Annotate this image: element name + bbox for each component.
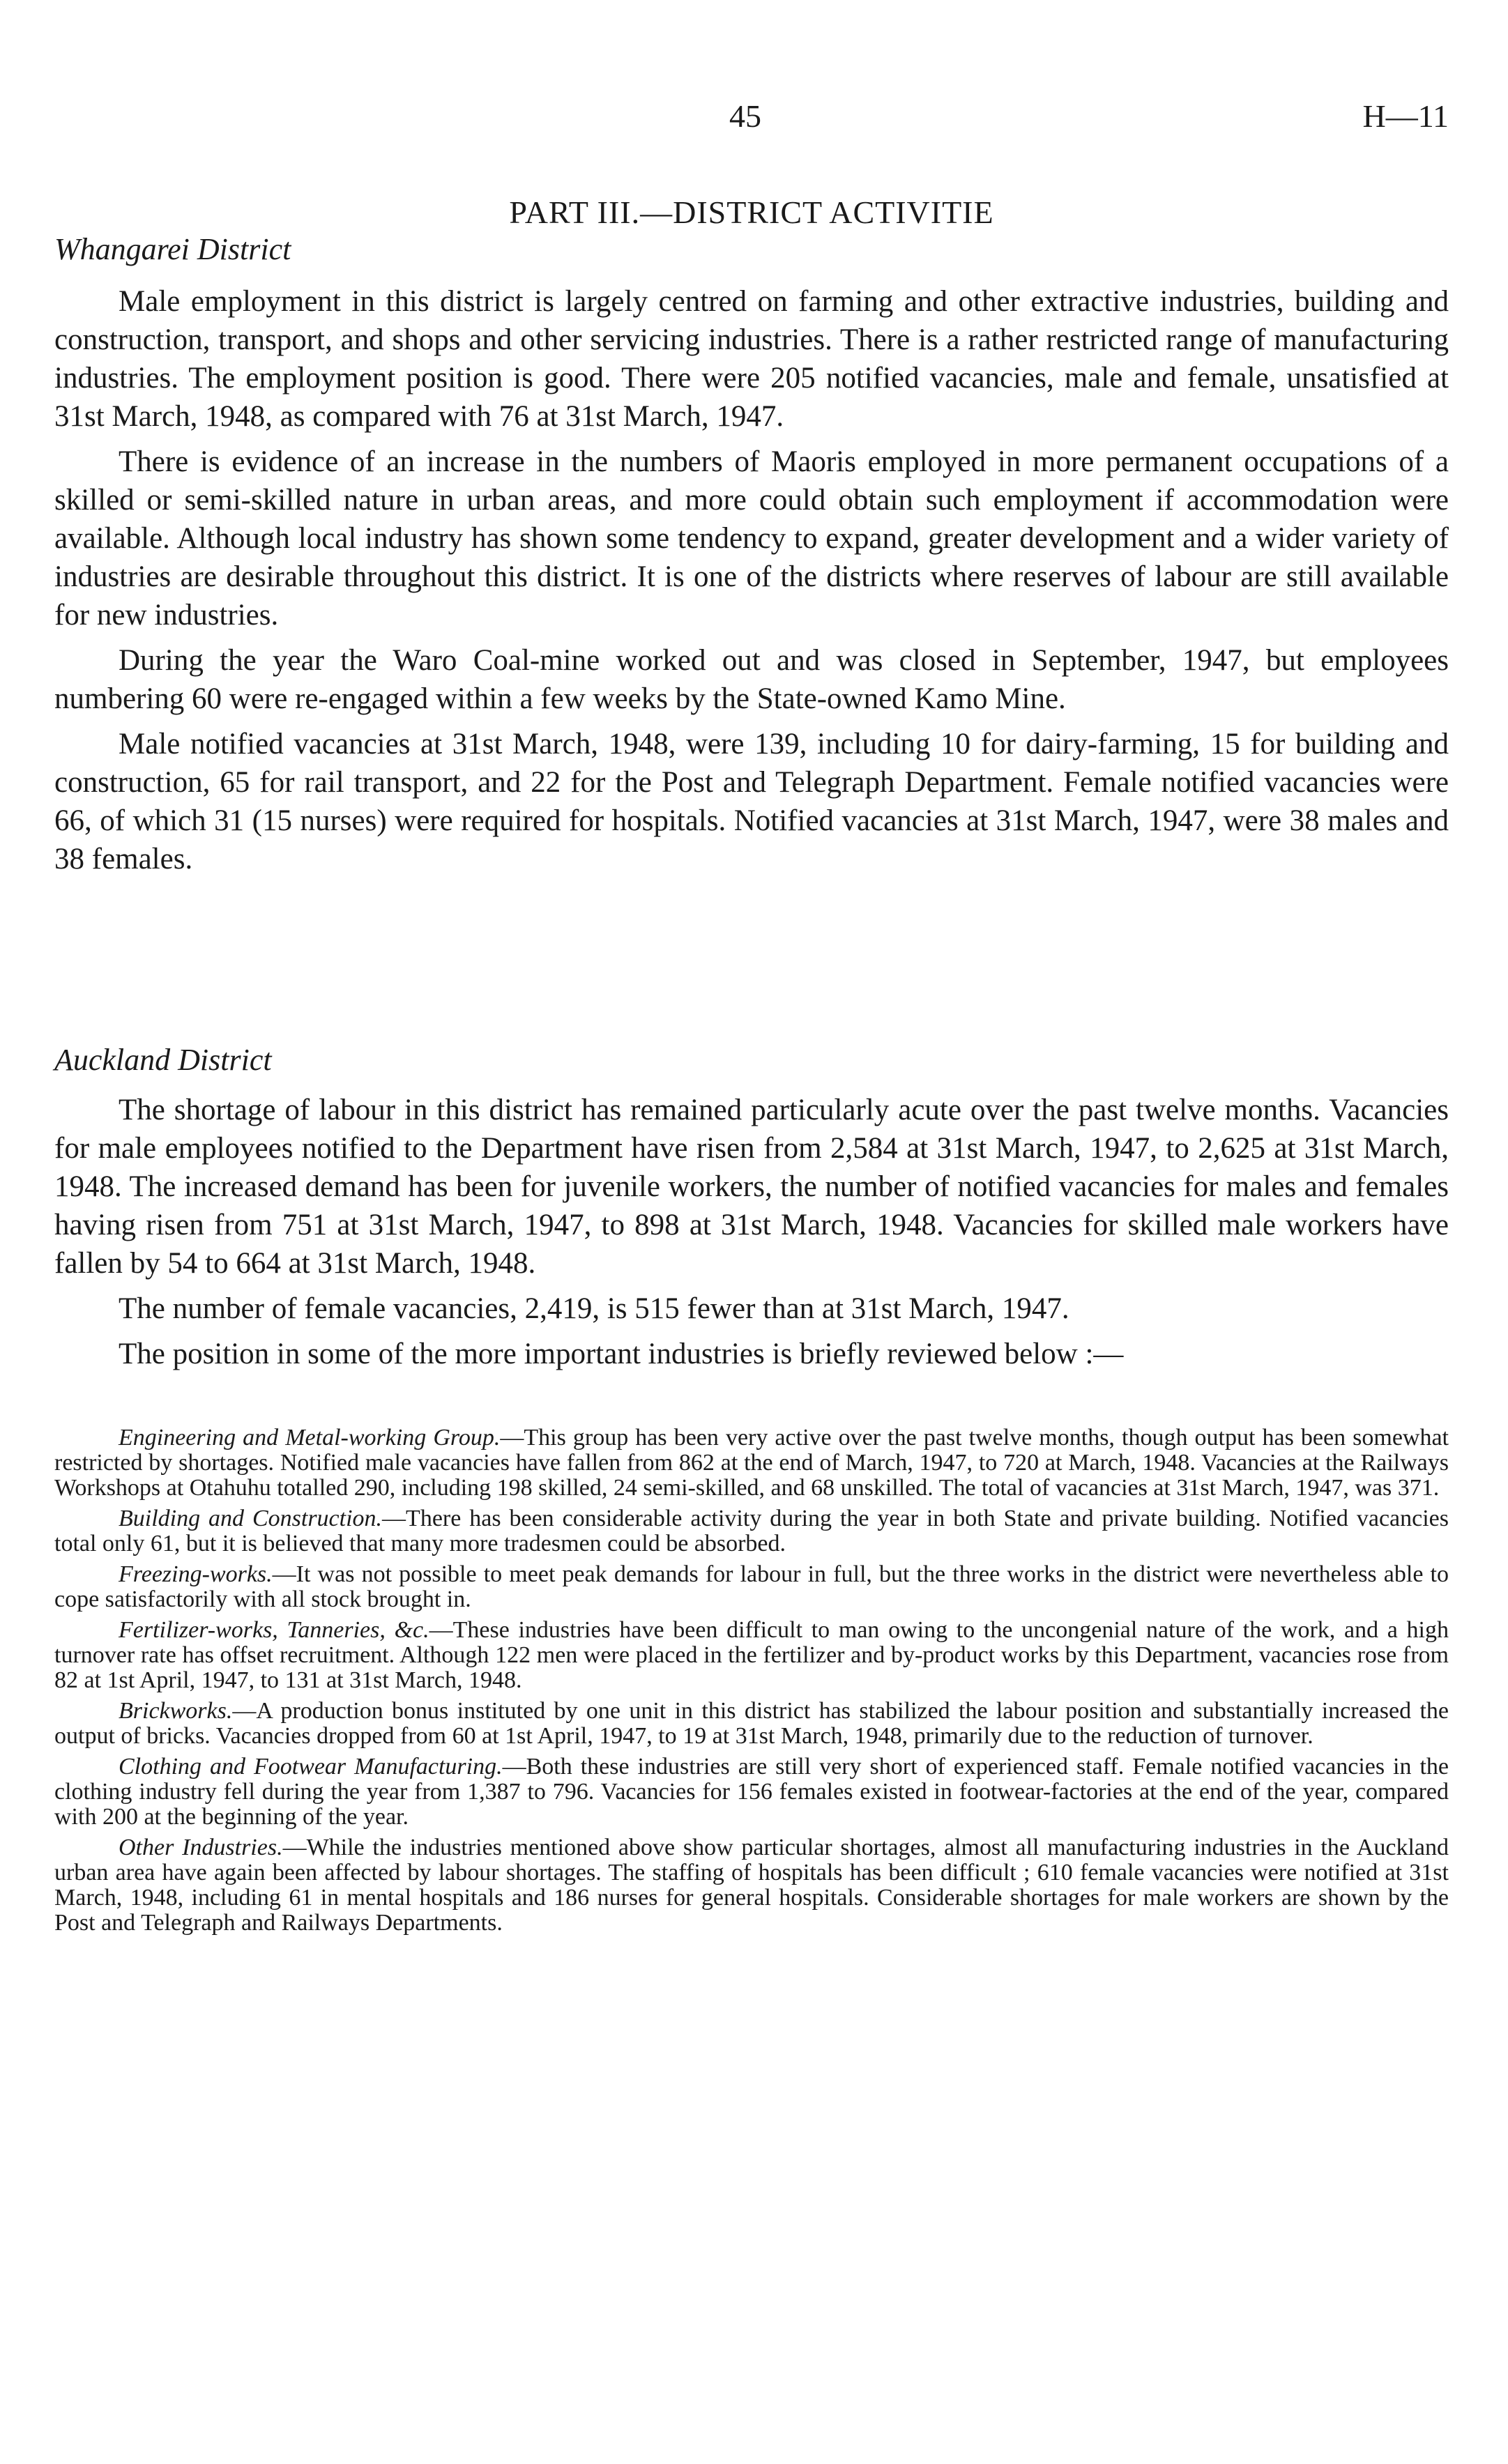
industry-paragraph bbox=[54, 1754, 1449, 1830]
industry-lead: Building and Construction. bbox=[119, 1506, 383, 1531]
industry-lead: Fertilizer-works, Tanneries, &c. bbox=[119, 1617, 429, 1643]
industry-paragraph bbox=[54, 1506, 1449, 1556]
industry-lead: Engineering and Metal-working Group. bbox=[119, 1425, 501, 1451]
paragraph: Male notified vacancies at 31st March, 1948, were 139, including 10 for dairy-farming, 15 for building and construction, 65 for rail transport, and 22 for the Post and Telegraph Department. Female notified vacancies were 66, of which 31 (15 nurses) were required for hospitals. Notified vacancies at 31st March, 1947, were 38 males and 38 females. bbox=[54, 728, 1449, 875]
industry-paragraph bbox=[54, 1425, 1449, 1501]
industry-text: —These industries have been difficult to man owing to the uncongenial nature of the work, and a high turnover rate has offset recruitment. Although 122 men were placed in the fertilizer and by-product works by this Department, vacancies rose from 82 at 1st April, 1947, to 131 at 31st March, 1948. bbox=[54, 1617, 1449, 1693]
industry-lead: Other Industries. bbox=[119, 1835, 283, 1860]
whangarei-section bbox=[54, 282, 1449, 885]
paragraph: Male employment in this district is largely centred on farming and other extractive industries, building and construction, transport, and shops and other servicing industries. There is a rather restricted range of manufacturing industries. The employment position is good. There were 205 notified vacancies, male and female, unsatisfied at 31st March, 1948, as compared with 76 at 31st March, 1947. bbox=[54, 285, 1449, 433]
industry-text: —It was not possible to meet peak demands for labour in full, but the three works in the district were nevertheless able to cope satisfactorily with all stock brought in. bbox=[54, 1561, 1449, 1612]
page-header bbox=[54, 98, 1449, 139]
industry-lead: Freezing-works. bbox=[119, 1561, 273, 1587]
paragraph: The position in some of the more important industries is briefly reviewed below :— bbox=[119, 1338, 1124, 1370]
industry-paragraph bbox=[54, 1699, 1449, 1749]
industry-lead: Brickworks. bbox=[119, 1698, 233, 1724]
industry-paragraph bbox=[54, 1618, 1449, 1693]
industry-text: —While the industries mentioned above show particular shortages, almost all manufacturing industries in the Auckland urban area have again been affected by labour shortages. The staffing of hospitals has been difficult ; 610 female vacancies were notified at 31st March, 1948, including 61 in mental hospitals and 186 nurses for general hospitals. Considerable shortages for male workers are shown by the Post and Telegraph and Railways Departments. bbox=[54, 1835, 1449, 1936]
document-reference: H—11 bbox=[1362, 98, 1449, 134]
industry-text: —There has been considerable activity during the year in both State and private building. Notified vacancies total only 61, but it is believed that many more tradesmen could be absorbed. bbox=[54, 1506, 1449, 1556]
industry-text: —This group has been very active over the past twelve months, though output has been somewhat restricted by shortages. Notified male vacancies have fallen from 862 at the end of March, 1947, to 720 at March, 1948. Vacancies at the Railways Workshops at Otahuhu totalled 290, including 198 skilled, 24 semi-skilled, and 68 unskilled. The total of vacancies at 31st March, 1947, was 371. bbox=[54, 1425, 1449, 1501]
auckland-section bbox=[54, 1091, 1449, 1380]
industry-text: —A production bonus instituted by one unit in this district has stabilized the labour position and substantially increased the output of bricks. Vacancies dropped from 60 at 1st April, 1947, to 19 at 31st March, 1948, primarily due to the reduction of turnover. bbox=[54, 1698, 1449, 1749]
paragraph: There is evidence of an increase in the numbers of Maoris employed in more permanent occupations of a skilled or semi-skilled nature in urban areas, and more could obtain such employment if accommodation were available. Although local industry has shown some tendency to expand, greater development and a wider variety of industries are desirable throughout this district. It is one of the districts where reserves of labour are still available for new industries. bbox=[54, 445, 1449, 632]
industry-lead: Clothing and Footwear Manufacturing. bbox=[119, 1754, 503, 1780]
paragraph: The number of female vacancies, 2,419, is 515 fewer than at 31st March, 1947. bbox=[119, 1292, 1069, 1325]
industry-paragraph bbox=[54, 1562, 1449, 1612]
industry-paragraph bbox=[54, 1835, 1449, 1936]
paragraph: The shortage of labour in this district has remained particularly acute over the past twelve months. Vacancies for male employees notified to the Department have risen from 2,584 at 31st March, 1947, to 2,625 at 31st March, 1948. The increased demand has been for juvenile workers, the number of notified vacancies for males and females having risen from 751 at 31st March, 1947, to 898 at 31st March, 1948. Vacancies for skilled male workers have fallen by 54 to 664 at 31st March, 1948. bbox=[54, 1094, 1449, 1280]
whangarei-heading: Whangarei District bbox=[54, 232, 291, 266]
paragraph: During the year the Waro Coal-mine worked out and was closed in September, 1947, but employees numbering 60 were re-engaged within a few weeks by the State-owned Kamo Mine. bbox=[54, 644, 1449, 715]
industry-text: —Both these industries are still very short of experienced staff. Female notified vacancies in the clothing industry fell during the year from 1,387 to 796. Vacancies for 156 females existed in footwear-factories at the end of the year, compared with 200 at the beginning of the year. bbox=[54, 1754, 1449, 1830]
auckland-heading: Auckland District bbox=[54, 1043, 272, 1077]
industries-review bbox=[54, 1425, 1449, 1941]
part-title: PART III.—DISTRICT ACTIVITIE bbox=[509, 194, 994, 230]
page-number: 45 bbox=[729, 98, 761, 134]
